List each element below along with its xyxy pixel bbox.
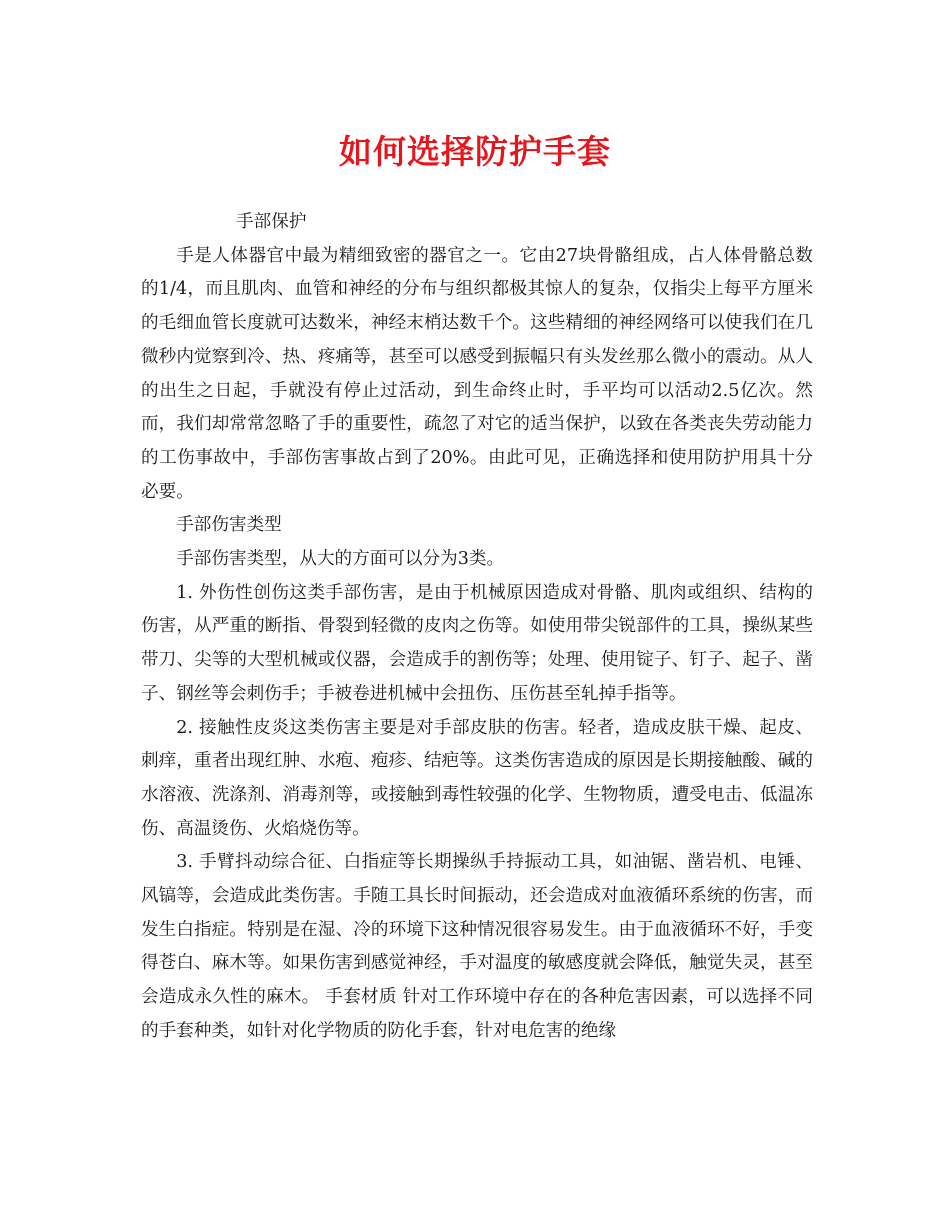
document-title: 如何选择防护手套 [339,132,611,171]
paragraph-injury-type-1: 1. 外伤性创伤这类手部伤害，是由于机械原因造成对骨骼、肌肉或组织、结构的伤害，从严重的断指、骨裂到轻微的皮肉之伤等。如使用带尖锐部件的工具，操纵某些带刀、尖等的大型机械或仪器，会造成手的割伤等；处理、使用锭子、钉子、起子、凿子、钢丝等会刺伤手；手被卷进机械中会扭伤、压伤甚至轧掉手指等。 [141,582,813,704]
paragraph-injury-type-3: 3. 手臂抖动综合征、白指症等长期操纵手持振动工具，如油锯、凿岩机、电锤、风镐等，会造成此类伤害。手随工具长时间振动，还会造成对血液循环系统的伤害，而发生白指症。特别是在湿、冷的环境下这种情况很容易发生。由于血液循环不好，手变得苍白、麻木等。如果伤害到感觉神经，手对温度的敏感度就会降低，触觉失灵，甚至会造成永久性的麻木。 手套材质 针对工作环境中存在的各种危害因素，可以选择不同的手套种类，如针对化学物质的防化手套，针对电危害的绝缘 [141,852,813,1041]
paragraph-injury-categories: 手部伤害类型，从大的方面可以分为3类。 [176,549,505,570]
section-heading-injury-types: 手部伤害类型 [176,515,282,536]
paragraph-injury-type-2: 2. 接触性皮炎这类伤害主要是对手部皮肤的伤害。轻者，造成皮肤干燥、起皮、刺痒，重者出现红肿、水疱、疱疹、结疤等。这类伤害造成的原因是长期接触酸、碱的水溶液、洗涤剂、消毒剂等，或接触到毒性较强的化学、生物物质，遭受电击、低温冻伤、高温烫伤、火焰烧伤等。 [141,717,813,839]
paragraph-hand-intro: 手是人体器官中最为精细致密的器官之一。它由27块骨骼组成，占人体骨骼总数的1/4，而且肌肉、血管和神经的分布与组织都极其惊人的复杂，仅指尖上每平方厘米的毛细血管长度就可达数米，神经末梢达数千个。这些精细的神经网络可以使我们在几微秒内觉察到冷、热、疼痛等，甚至可以感受到振幅只有头发丝那么微小的震动。从人的出生之日起，手就没有停止过活动，到生命终止时，手平均可以活动2.5亿次。然而，我们却常常忽略了手的重要性，疏忽了对它的适当保护，以致在各类丧失劳动能力的工伤事故中，手部伤害事故占到了20%。由此可见，正确选择和使用防护用具十分必要。 [141,245,813,502]
section-heading-hand-protection: 手部保护 [236,212,307,232]
document-body [141,206,813,1049]
